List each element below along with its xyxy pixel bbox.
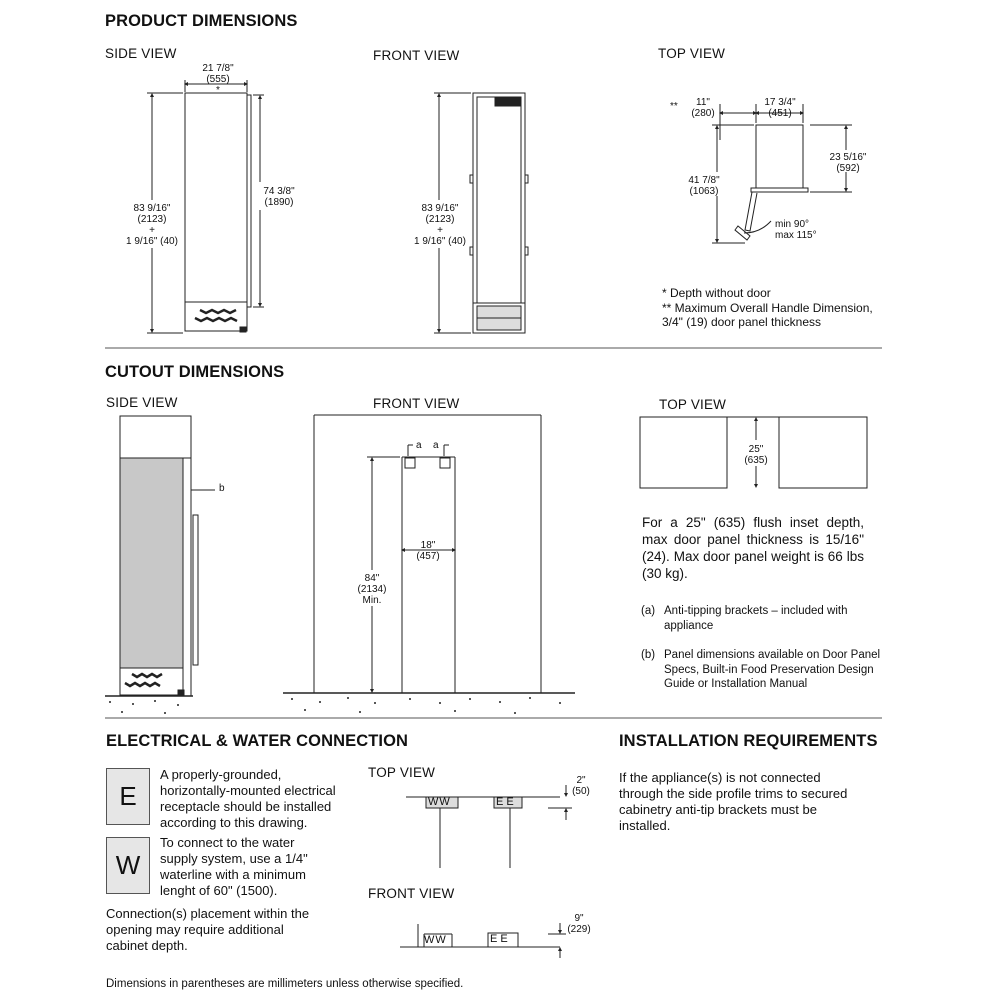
product-notes — [662, 286, 887, 330]
cutout-front-width-in: 18" — [420, 540, 436, 551]
product-front-height-in: 83 9/16" — [421, 203, 459, 214]
product-side-width-mm: (555) — [206, 74, 230, 85]
cutout-front-height-min: Min. — [362, 595, 382, 606]
product-side-width-in: 21 7/8" — [202, 63, 234, 74]
cutout-note-b-text: Panel dimensions available on Door Panel Specs, Built-in Food Preservation Design Guide or Installation Manual — [664, 649, 881, 690]
cutout-dimensions-title: CUTOUT DIMENSIONS — [105, 363, 285, 381]
product-side-height-add: 1 9/16" (40) — [126, 236, 178, 247]
cutout-note-b-key: (b) — [641, 649, 656, 661]
product-top-width-in: 17 3/4" — [764, 97, 796, 108]
cutout-front-height-in: 84" — [364, 573, 380, 584]
product-top-handle-mark: ** — [670, 101, 678, 112]
cutout-front-height — [352, 573, 392, 606]
front-e-mark-2: E — [500, 933, 511, 945]
water-w-badge: W — [106, 837, 150, 894]
note-handle-dimension: ** Maximum Overall Handle Dimension, — [662, 300, 873, 315]
cutout-top-depth-in: 25" — [748, 444, 764, 455]
electrical-top-offset-in: 2" — [576, 775, 586, 786]
note-door-panel-thickness: 3/4" (19) door panel thickness — [662, 315, 822, 329]
front-w-marks — [424, 935, 447, 946]
product-top-angle-max: max 115° — [775, 230, 817, 241]
product-side-height — [112, 203, 192, 247]
top-e-mark-2: E — [506, 796, 517, 808]
top-w-mark-1: W — [428, 796, 440, 808]
connection-placement-note: Connection(s) placement within the opening may require additional cabinet depth. — [106, 906, 310, 953]
product-top-handle — [688, 97, 718, 119]
product-front-height-add: 1 9/16" (40) — [414, 236, 466, 247]
product-top-handle-in: 11" — [696, 97, 710, 108]
cutout-side-callout-b: b — [219, 483, 225, 494]
product-front-height — [400, 203, 480, 247]
product-front-height-mm: (2123) — [425, 214, 455, 225]
floor-hatch-front — [291, 697, 561, 714]
cutout-side-view-label: SIDE VIEW — [106, 395, 178, 410]
product-side-door-in: 74 3/8" — [263, 186, 295, 197]
product-side-door-height — [252, 186, 306, 208]
product-side-height-mm: (2123) — [137, 214, 167, 225]
product-top-depth-mm: (592) — [836, 163, 860, 174]
top-w-mark-2: W — [439, 796, 451, 808]
product-top-view-label: TOP VIEW — [658, 46, 726, 61]
cutout-front-view-label: FRONT VIEW — [373, 396, 460, 411]
top-e-marks — [496, 797, 517, 808]
electrical-e-text: A properly-grounded, horizontally-mounted electrical receptacle should be installed according to this drawing. — [160, 767, 336, 830]
cutout-front-width — [408, 540, 448, 562]
product-top-depth — [824, 152, 872, 174]
note-depth-without-door: * Depth without door — [662, 286, 771, 300]
product-top-angle-min: min 90° — [775, 219, 810, 230]
product-side-width — [196, 63, 240, 96]
product-top-handle-mm: (280) — [691, 108, 715, 119]
product-side-view-label: SIDE VIEW — [105, 46, 177, 61]
product-front-view-label: FRONT VIEW — [373, 48, 460, 63]
front-e-mark-1: E — [490, 933, 501, 945]
top-e-mark-1: E — [496, 796, 507, 808]
cutout-top-depth — [738, 444, 774, 466]
installation-text: If the appliance(s) is not connected through the side profile trims to secured cabinetry anti-tip brackets must be installed. — [619, 770, 848, 833]
cutout-top-depth-mm: (635) — [744, 455, 768, 466]
installation-title: INSTALLATION REQUIREMENTS — [619, 732, 878, 750]
cutout-inset-paragraph: For a 25" (635) flush inset depth, max door panel thickness is 15/16" (24). Max door panel weight is 66 lbs (30 kg). — [642, 515, 864, 581]
product-top-open-depth — [682, 175, 726, 197]
product-top-depth-in: 23 5/16" — [829, 152, 867, 163]
cutout-note-a-text: Anti-tipping brackets – included with appliance — [664, 605, 848, 632]
top-w-marks — [428, 797, 451, 808]
product-dimensions-title: PRODUCT DIMENSIONS — [105, 12, 298, 30]
electrical-front-view-label: FRONT VIEW — [368, 886, 455, 901]
cutout-top-view-label: TOP VIEW — [659, 397, 727, 412]
cutout-front-callout-a1: a — [416, 440, 422, 451]
electrical-top-offset — [568, 775, 594, 797]
product-top-open-in: 41 7/8" — [688, 175, 720, 186]
front-e-marks — [490, 934, 511, 945]
electrical-top-offset-mm: (50) — [572, 786, 590, 797]
electrical-title: ELECTRICAL & WATER CONNECTION — [106, 732, 409, 750]
floor-hatch-side — [109, 700, 179, 714]
product-top-open-mm: (1063) — [689, 186, 719, 197]
front-w-mark-1: W — [424, 934, 436, 946]
electrical-front-offset-in: 9" — [574, 913, 584, 924]
cutout-note-a-key: (a) — [641, 605, 656, 617]
product-side-height-in: 83 9/16" — [133, 203, 171, 214]
electrical-e-badge: E — [106, 768, 150, 825]
cutout-front-width-mm: (457) — [416, 551, 440, 562]
product-side-door-mm: (1890) — [264, 197, 294, 208]
cutout-side-view-drawing — [105, 416, 215, 696]
product-top-width-mm: (451) — [768, 108, 792, 119]
electrical-front-offset — [564, 913, 594, 935]
electrical-front-offset-mm: (229) — [567, 924, 591, 935]
water-w-text: To connect to the water supply system, use a 1/4" waterline with a minimum lenght of 60" (1500). — [160, 835, 308, 898]
product-side-height-plus: + — [149, 225, 155, 236]
product-side-width-mark: * — [216, 85, 220, 96]
electrical-top-view-label: TOP VIEW — [368, 765, 436, 780]
product-front-height-plus: + — [437, 225, 443, 236]
product-top-width — [758, 97, 802, 119]
cutout-front-callout-a2: a — [433, 440, 439, 451]
product-top-angle — [775, 219, 817, 241]
cutout-front-height-mm: (2134) — [357, 584, 387, 595]
front-w-mark-2: W — [435, 934, 447, 946]
footer-note: Dimensions in parentheses are millimeters unless otherwise specified. — [106, 978, 464, 990]
